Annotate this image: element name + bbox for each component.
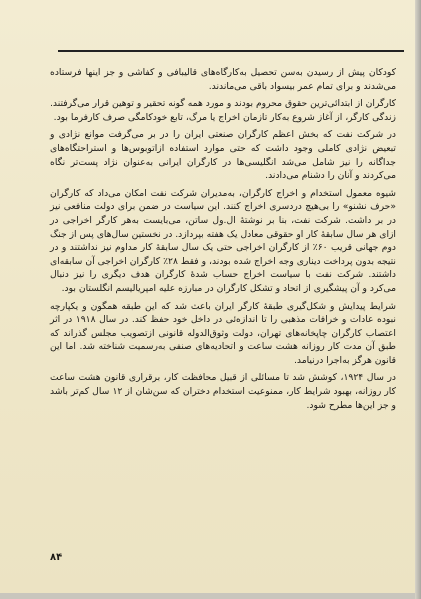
page-number: ۸۴ <box>50 552 63 563</box>
paragraph-6: در سال ۱۹۲۴، کوشش شد تا مسائلی از قبیل محافظت کار، برقراری قانون هشت ساعت کار روزانه، بهبود شرایط کار، ممنوعیت استخدام دختران که سن‌شان از ۱۲ سال کم‌تر باشد و جز این‌ها مطرح شود. <box>50 372 397 411</box>
paragraph-3: در شرکت نفت که بخش اعظم کارگران صنعتی ایران را در بر می‌گرفت موانع نژادی و تبعیض نژادی کاملی وجود داشت که حتی موارد استفاده ازاتوبوس‌ها و استراحتگاه‌های جداگانه را نیز شامل می‌شد انگلیسی‌ها در کارگران ایرانی به‌عنوان نژاد پست‌تر نگاه می‌کردند و آنان را دشنام می‌دادند. <box>50 129 396 182</box>
paragraph-1: کودکان پیش از رسیدن به‌سن تحصیل به‌کارگاه‌های قالیبافی و کفاشی و جز اینها فرستاده می‌شدند و برای تمام عمر بیسواد باقی می‌ماندند. <box>50 67 396 92</box>
paragraph-2: کارگران از ابتدائی‌ترین حقوق محروم بودند و مورد همه گونه تحقیر و توهین قرار می‌گرفتند. زندگی کارگر، از آغاز شروع به‌کار تازمان اخراج یا مرگ، تابع خودکامگی صرف کارفرما بود. <box>50 98 396 123</box>
body-text <box>50 66 396 416</box>
paragraph-5: شرایط پیدایش و شکل‌گیری طبقهٔ کارگر ایران باعث شد که این طبقه همگون و یکپارچه نبوده عادات و خرافات مذهبی را تا اندازه‌ئی در داخل خود حفظ کند. در سال ۱۹۱۸ در اثر اعتصاب کارگران چاپخانه‌های تهران، دولت وثوق‌الدوله قانونی ازتصویب مجلس گذراند که طبق آن مدت کار روزانه هشت ساعت و اتحادیه‌های صنفی به‌رسمیت شناخته شد. اما این قانون هرگز به‌اجرا درنیامد. <box>50 300 396 366</box>
paragraph-4: شیوه معمول استخدام و اخراج کارگران، به‌مدیران شرکت نفت امکان می‌داد که کارگران «حرف نشنو» را بی‌هیچ دردسری اخراج کنند. این سیاست در ضمن برای دولت منافعی نیز در بر داشت. شرکت نفت، بنا بر نوشتهٔ ال.ول ساتن، می‌بایست به‌هر کارگر اخراجی در ازای هر سال سابقهٔ کار او حقوقی معادل یک هفته بپردازد. در نخستین سال‌های پس از جنگ دوم جهانی قریب ۶۰٪ از کارگران اخراجی حتی یک سال سابقهٔ کار مداوم نیز نداشتند و در نتیجه بدون پرداخت دیناری وجه اخراج شده بودند، و فقط ۲۸٪ کارگران اخراجی آن سابقه‌ای داشتند. شرکت نفت با سیاست اخراج حساب شدهٔ کارگران هدف دیگری را نیز دنبال می‌کرد و آن پیشگیری از اتحاد و تشکل کارگران در مبارزه علیه امپریالیسم انگلستان بود. <box>50 187 396 294</box>
page-edge <box>415 0 421 599</box>
header-rule <box>58 50 404 52</box>
